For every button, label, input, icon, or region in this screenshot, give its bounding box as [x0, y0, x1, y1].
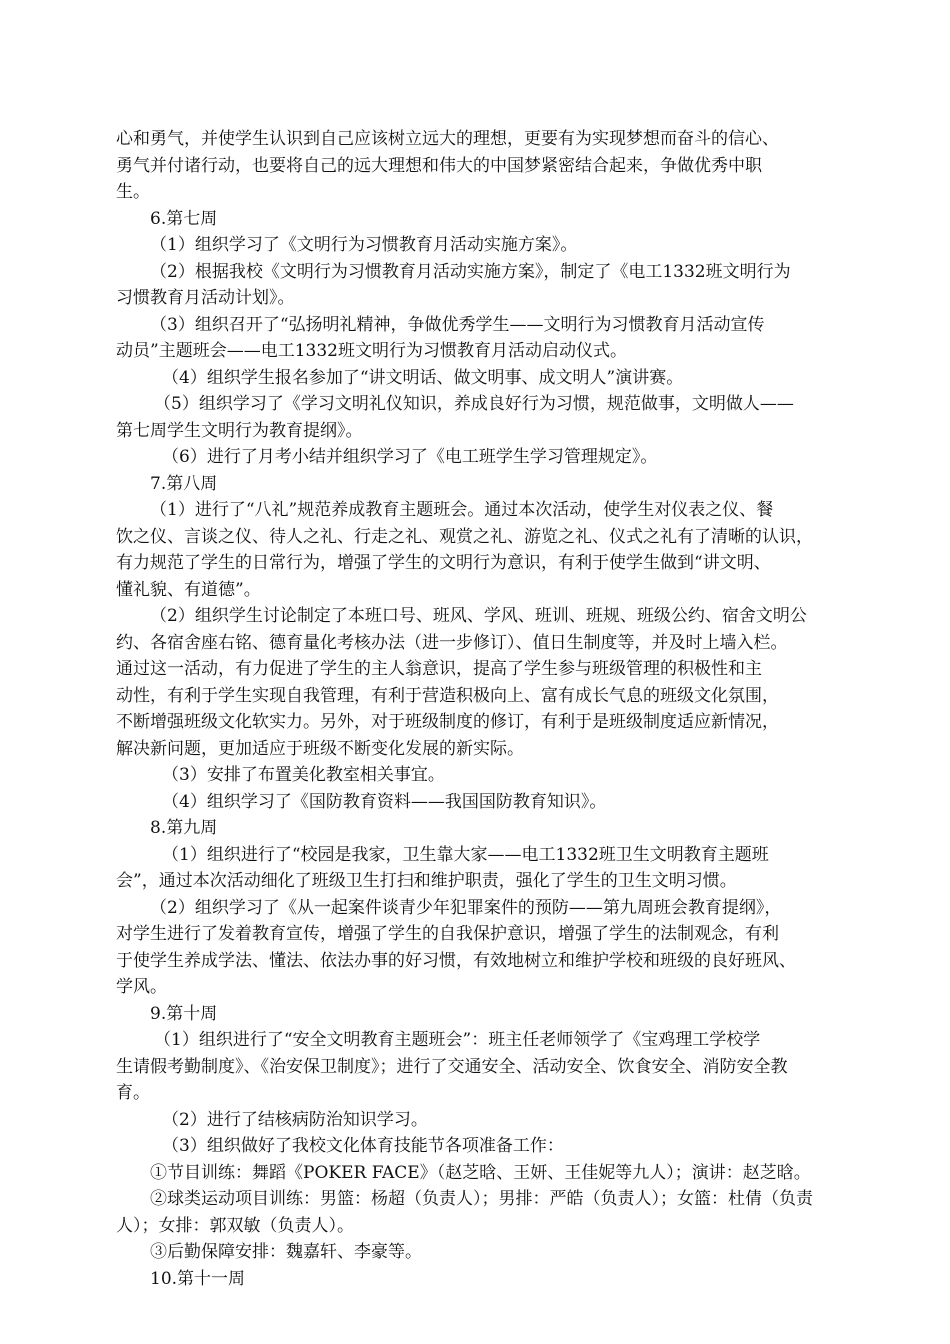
text-line: 有力规范了学生的日常行为，增强了学生的文明行为意识，有利于使学生做到“讲文明、 — [116, 553, 771, 573]
text-line: 解决新问题，更加适应于班级不断变化发展的新实际。 — [116, 738, 524, 759]
text-line: （3）组织召开了“弘扬明礼精神，争做优秀学生——文明行为习惯教育月活动宣传 — [150, 314, 765, 335]
text-line: 生。 — [116, 182, 150, 202]
text-line: （2）组织学习了《从一起案件谈青少年犯罪案件的预防——第九周班会教育提纲》， — [150, 897, 782, 918]
text-line: （4）组织学生报名参加了“讲文明话、做文明事、成文明人”演讲赛。 — [162, 367, 684, 388]
text-line: ①节目训练：舞蹈《POKER FACE》（赵芝晗、王妍、王佳妮等九人）；演讲：赵芝晗。 — [150, 1162, 811, 1183]
text-line: 约、各宿舍座右铭、德育量化考核办法（进一步修订）、值日生制度等，并及时上墙入栏。 — [116, 632, 788, 653]
text-line: 饮之仪、言谈之仪、待人之礼、行走之礼、观赏之礼、游览之礼、仪式之礼有了清晰的认识， — [116, 526, 813, 547]
text-line: 人）；女排：郭双敏（负责人）。 — [116, 1215, 354, 1236]
text-line: 生请假考勤制度》、《治安保卫制度》；进行了交通安全、活动安全、饮食安全、消防安全教 — [116, 1056, 788, 1077]
document-body — [116, 126, 846, 1292]
text-line: 对学生进行了发着教育宣传，增强了学生的自我保护意识，增强了学生的法制观念，有利 — [116, 924, 779, 944]
text-line: 通过这一活动，有力促进了学生的主人翁意识，提高了学生参与班级管理的积极性和主 — [116, 659, 762, 679]
text-line: （2）组织学生讨论制定了本班口号、班风、学风、班训、班规、班级公约、宿舍文明公 — [150, 606, 807, 626]
text-line: 会”，通过本次活动细化了班级卫生打扫和维护职责，强化了学生的卫生文明习惯。 — [116, 871, 737, 891]
text-line: ③后勤保障安排：魏嘉轩、李豪等。 — [150, 1242, 422, 1262]
text-line: 7.第八周 — [150, 473, 218, 494]
text-line: （2）根据我校《文明行为习惯教育月活动实施方案》，制定了《电工1332班文明行为 — [150, 261, 791, 282]
text-line: 第七周学生文明行为教育提纲》。 — [116, 420, 363, 441]
text-line: （1）组织进行了“安全文明教育主题班会”：班主任老师领学了《宝鸡理工学校学 — [154, 1030, 761, 1050]
text-line: （5）组织学习了《学习文明礼仪知识，养成良好行为习惯，规范做事，文明做人—— — [154, 394, 794, 414]
text-line: 育。 — [116, 1083, 150, 1103]
text-line: 10.第十一周 — [150, 1268, 246, 1289]
text-line: （2）进行了结核病防治知识学习。 — [162, 1109, 428, 1130]
text-line: 学风。 — [116, 977, 167, 997]
text-line: （1）组织学习了《文明行为习惯教育月活动实施方案》。 — [150, 235, 578, 255]
text-line: 动员”主题班会——电工1332班文明行为习惯教育月活动启动仪式。 — [116, 341, 627, 361]
text-line: 于使学生养成学法、懂法、依法办事的好习惯，有效地树立和维护学校和班级的良好班风、 — [116, 950, 796, 971]
text-line: 不断增强班级文化软实力。另外，对于班级制度的修订，有利于是班级制度适应新情况， — [116, 712, 779, 732]
text-line: （6）进行了月考小结并组织学习了《电工班学生学习管理规定》。 — [162, 447, 658, 467]
text-line: （1）进行了“八礼”规范养成教育主题班会。通过本次活动，使学生对仪表之仪、餐 — [150, 500, 774, 520]
text-line: （3）安排了布置美化教室相关事宜。 — [162, 765, 445, 785]
text-line: （1）组织进行了“校园是我家，卫生靠大家——电工1332班卫生文明教育主题班 — [162, 844, 769, 865]
text-line: 6.第七周 — [150, 208, 218, 229]
text-line: （4）组织学习了《国防教育资料——我国国防教育知识》。 — [162, 791, 607, 812]
text-line: 心和勇气，并使学生认识到自己应该树立远大的理想，更要有为实现梦想而奋斗的信心、 — [116, 129, 779, 149]
text-line: 习惯教育月活动计划》。 — [116, 288, 295, 308]
text-line: 9.第十周 — [150, 1003, 218, 1024]
text-line: 动性，有利于学生实现自我管理，有利于营造积极向上、富有成长气息的班级文化氛围， — [116, 685, 779, 706]
text-line: 勇气并付诸行动，也要将自己的远大理想和伟大的中国梦紧密结合起来，争做优秀中职 — [116, 155, 762, 176]
text-line: 8.第九周 — [150, 818, 218, 838]
text-line: 懂礼貌、有道德”。 — [116, 579, 261, 600]
text-line: （3）组织做好了我校文化体育技能节各项准备工作： — [162, 1136, 564, 1156]
text-line: ②球类运动项目训练：男篮：杨超（负责人）；男排：严皓（负责人）；女篮：杜倩（负责 — [150, 1189, 813, 1209]
